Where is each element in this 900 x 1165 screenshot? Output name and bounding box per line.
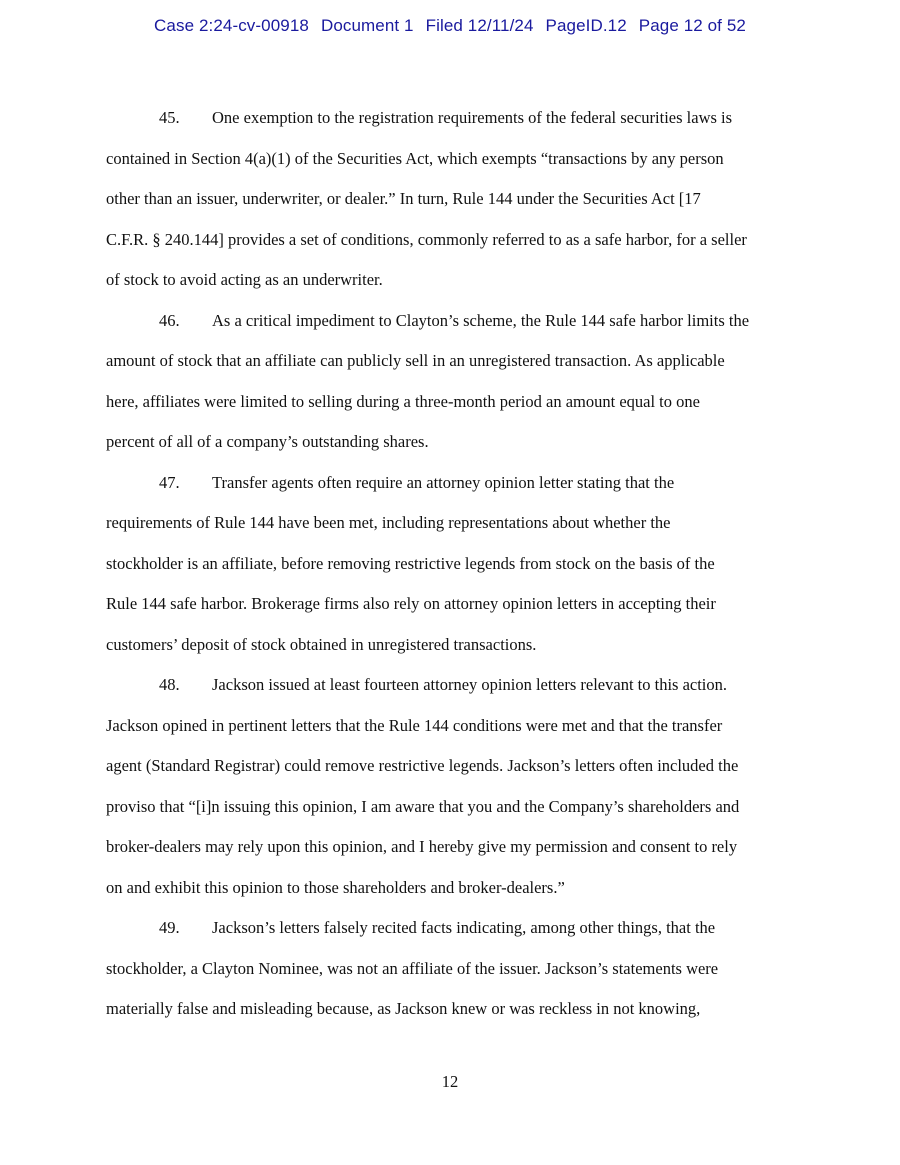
paragraph-text-line: Rule 144 safe harbor. Brokerage firms also rely on attorney opinion letters in accepting their: [106, 594, 716, 613]
paragraph-number: 47.: [159, 472, 180, 492]
paragraph-text-line: Transfer agents often require an attorney opinion letter stating that the: [212, 472, 675, 492]
paragraph-number: 45.: [159, 108, 180, 127]
filed-date: Filed 12/11/24: [425, 16, 534, 35]
paragraph-text-line: stockholder, a Clayton Nominee, was not an affiliate of the issuer. Jackson’s statements were: [106, 958, 719, 978]
paragraph-text-line: requirements of Rule 144 have been met, including representations about whether the: [106, 513, 671, 532]
paragraph-text-line: One exemption to the registration requirements of the federal securities laws is: [212, 108, 733, 127]
paragraph-text-line: customers’ deposit of stock obtained in unregistered transactions.: [106, 634, 537, 654]
paragraph-text-line: stockholder is an affiliate, before removing restrictive legends from stock on the basis of the: [106, 553, 715, 573]
paragraph-46: [106, 307, 806, 469]
paragraph-text-line: here, affiliates were limited to selling during a three-month period an amount equal to one: [106, 391, 700, 411]
paragraph-text-line: on and exhibit this opinion to those shareholders and broker-dealers.”: [106, 877, 565, 897]
paragraph-number: 46.: [159, 310, 180, 330]
paragraph-number: 48.: [159, 675, 180, 694]
paragraph-48: [106, 671, 806, 914]
paragraph-text-line: percent of all of a company’s outstanding shares.: [106, 432, 429, 451]
paragraph-text-line: As a critical impediment to Clayton’s scheme, the Rule 144 safe harbor limits the: [212, 310, 750, 330]
paragraph-49: [106, 914, 806, 1036]
page-number-footer: 12: [441, 1072, 459, 1091]
paragraph-text-line: other than an issuer, underwriter, or dealer.” In turn, Rule 144 under the Securities Act [17: [106, 189, 701, 208]
paragraph-text-line: materially false and misleading because, as Jackson knew or was reckless in not knowing,: [106, 999, 701, 1018]
document-body: [106, 104, 806, 1036]
page-count: Page 12 of 52: [638, 16, 746, 35]
paragraph-text-line: amount of stock that an affiliate can publicly sell in an unregistered transaction. As applicable: [106, 351, 725, 370]
paragraph-text-line: Jackson issued at least fourteen attorney opinion letters relevant to this action.: [212, 675, 728, 694]
document-number: Document 1: [320, 16, 414, 35]
paragraph-text-line: agent (Standard Registrar) could remove restrictive legends. Jackson’s letters often included the: [106, 756, 739, 775]
paragraph-text-line: broker-dealers may rely upon this opinion, and I hereby give my permission and consent to rely: [106, 837, 738, 856]
paragraph-number: 49.: [159, 918, 180, 937]
paragraph-text-line: Jackson opined in pertinent letters that the Rule 144 conditions were met and that the transfer: [106, 715, 723, 735]
case-number: Case 2:24-cv-00918: [154, 16, 309, 35]
paragraph-text-line: of stock to avoid acting as an underwriter.: [106, 270, 383, 289]
page-id: PageID.12: [545, 16, 627, 35]
paragraph-text-line: proviso that “[i]n issuing this opinion, I am aware that you and the Company’s shareholders and: [106, 796, 740, 816]
paragraph-text-line: C.F.R. § 240.144] provides a set of conditions, commonly referred to as a safe harbor, for a seller: [106, 229, 747, 249]
paragraph-text-line: contained in Section 4(a)(1) of the Securities Act, which exempts “transactions by any person: [106, 148, 724, 168]
case-header: [0, 16, 900, 36]
paragraph-47: [106, 469, 806, 672]
paragraph-text-line: Jackson’s letters falsely recited facts indicating, among other things, that the: [212, 918, 716, 937]
paragraph-45: [106, 104, 806, 307]
